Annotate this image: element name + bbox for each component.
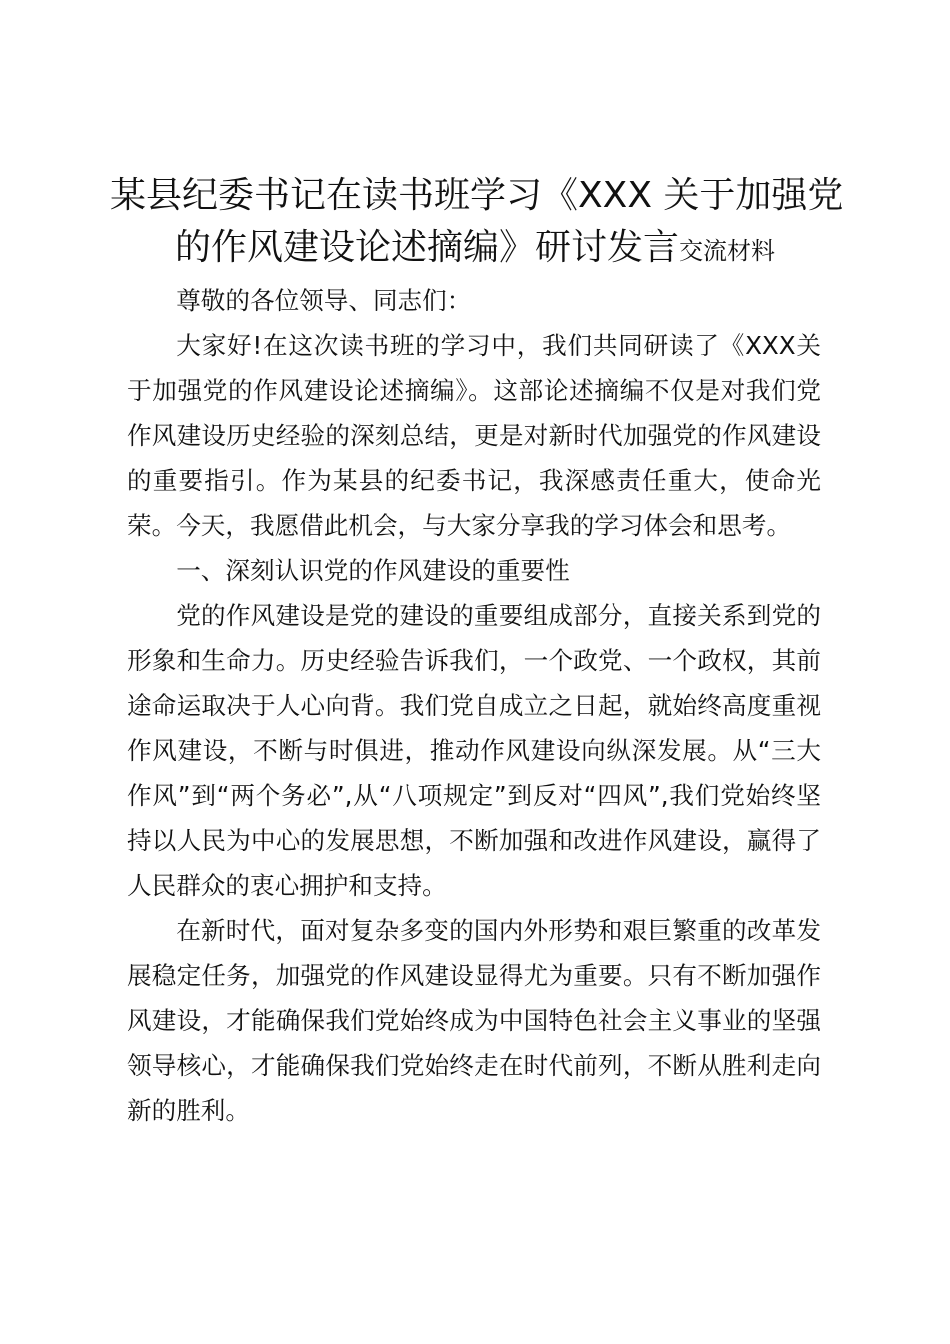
document-body <box>127 278 821 1133</box>
title-line-2-main: 的作风建设论述摘编》研讨发言 <box>174 227 679 268</box>
paragraph-importance: 党的作风建设是党的建设的重要组成部分，直接关系到党的形象和生命力。历史经验告诉我们，一个政党、一个政权，其前途命运取决于人心向背。我们党自成立之日起，就始终高度重视作风建设，不断与时俱进，推动作风建设向纵深发展。从“三大作风”到“两个务必”,从“八项规定”到反对“四风”,我们党始终坚持以人民为中心的发展思想，不断加强和改进作风建设，赢得了人民群众的衷心拥护和支持。 <box>127 601 821 900</box>
paragraph-opening: 大家好!在这次读书班的学习中，我们共同研读了《XXX关于加强党的作风建设论述摘编》。这部论述摘编不仅是对我们党作风建设历史经验的深刻总结，更是对新时代加强党的作风建设的重要指引。作为某县的纪委书记，我深感责任重大，使命光荣。今天，我愿借此机会，与大家分享我的学习体会和思考。 <box>127 331 821 540</box>
document-title <box>110 170 844 277</box>
title-line-2 <box>110 222 840 277</box>
section-heading-1: 一、深刻认识党的作风建设的重要性 <box>176 556 570 585</box>
title-suffix: 交流材料 <box>679 237 775 265</box>
salutation: 尊敬的各位领导、同志们： <box>176 286 472 315</box>
title-line-1: 某县纪委书记在读书班学习《XXX 关于加强党 <box>110 175 844 216</box>
paragraph-new-era: 在新时代，面对复杂多变的国内外形势和艰巨繁重的改革发展稳定任务，加强党的作风建设显得尤为重要。只有不断加强作风建设，才能确保我们党始终成为中国特色社会主义事业的坚强领导核心，才能确保我们党始终走在时代前列，不断从胜利走向新的胜利。 <box>127 916 821 1125</box>
